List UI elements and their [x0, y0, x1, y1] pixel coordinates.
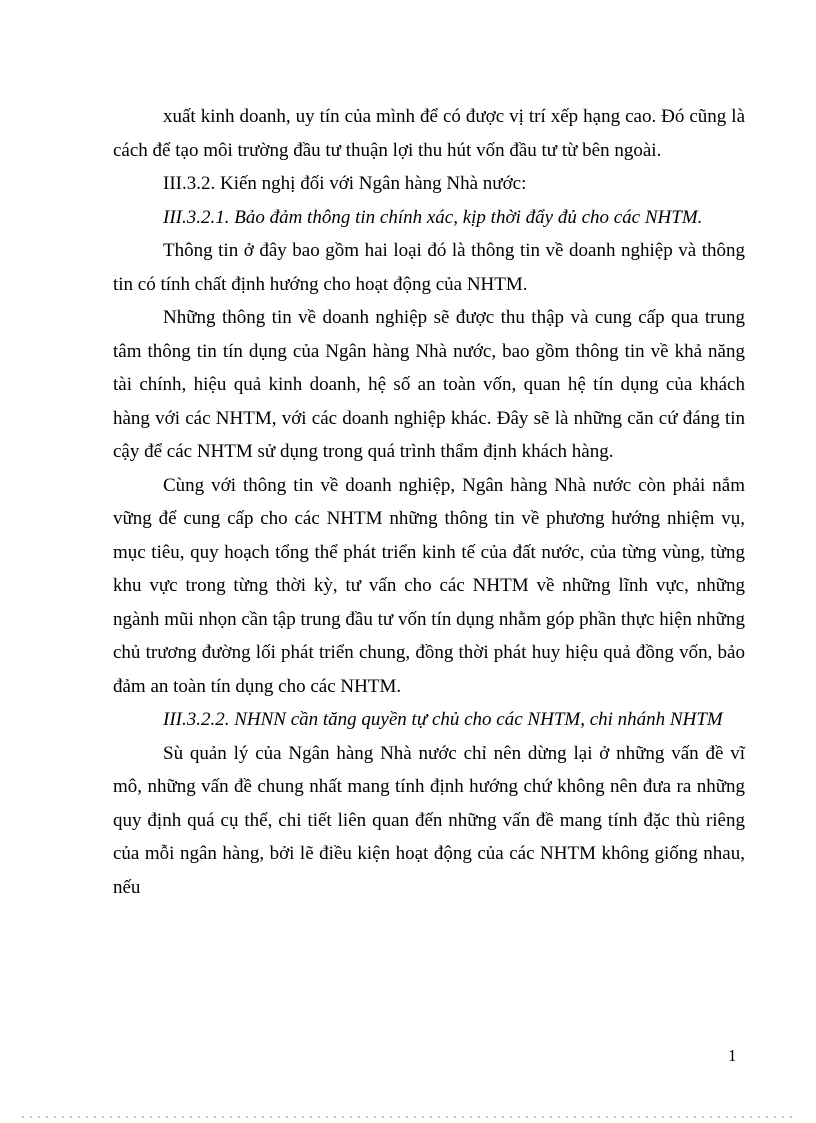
paragraph-state-bank-management: Sù quản lý của Ngân hàng Nhà nước chỉ nên dừng lại ở những vấn đề vĩ mô, những vấn đề chung nhất mang tính định hướng chứ không nên đưa ra những quy định quá cụ thể, chi tiết liên quan đến những vấn đề mang tính đặc thù riêng của mỗi ngân hàng, bởi lẽ điều kiện hoạt động của các NHTM không giống nhau, nếu	[113, 742, 745, 898]
document-body	[113, 100, 745, 904]
page-bottom-dotted-border	[22, 1116, 796, 1118]
section-heading-III-3-2: III.3.2. Kiến nghị đối với Ngân hàng Nhà nước:	[163, 173, 527, 194]
subsection-heading-III-3-2-2: III.3.2.2. NHNN cần tăng quyền tự chủ cho các NHTM, chi nhánh NHTM	[163, 709, 723, 730]
paragraph-macro-orientation: Cùng với thông tin về doanh nghiệp, Ngân hàng Nhà nước còn phải nắm vững để cung cấp cho các NHTM những thông tin về phương hướng nhiệm vụ, mục tiêu, quy hoạch tổng thể phát triển kinh tế của đất nước, của từng vùng, từng khu vực trong từng thời kỳ, tư vấn cho các NHTM về những lĩnh vực, những ngành mũi nhọn cần tập trung đầu tư vốn tín dụng nhằm góp phần thực hiện những chủ trương đường lối phát triển chung, đồng thời phát huy hiệu quả đồng vốn, bảo đảm an toàn tín dụng cho các NHTM.	[113, 474, 745, 697]
page-number: 1	[728, 1046, 737, 1065]
paragraph-info-types: Thông tin ở đây bao gồm hai loại đó là thông tin về doanh nghiệp và thông tin có tính chất định hướng cho hoạt động của NHTM.	[113, 240, 745, 295]
paragraph-intro: xuất kinh doanh, uy tín của mình để có được vị trí xếp hạng cao. Đó cũng là cách để tạo môi trường đầu tư thuận lợi thu hút vốn đầu tư từ bên ngoài.	[113, 106, 745, 161]
subsection-heading-III-3-2-1: III.3.2.1. Bảo đảm thông tin chính xác, kịp thời đẩy đủ cho các NHTM.	[163, 206, 703, 228]
paragraph-credit-info-center: Những thông tin về doanh nghiệp sẽ được thu thập và cung cấp qua trung tâm thông tin tín dụng của Ngân hàng Nhà nước, bao gồm thông tin về khả năng tài chính, hiệu quả kinh doanh, hệ số an toàn vốn, quan hệ tín dụng của khách hàng với các NHTM, với các doanh nghiệp khác. Đây sẽ là những căn cứ đáng tin cậy để các NHTM sử dụng trong quá trình thẩm định khách hàng.	[113, 307, 745, 462]
